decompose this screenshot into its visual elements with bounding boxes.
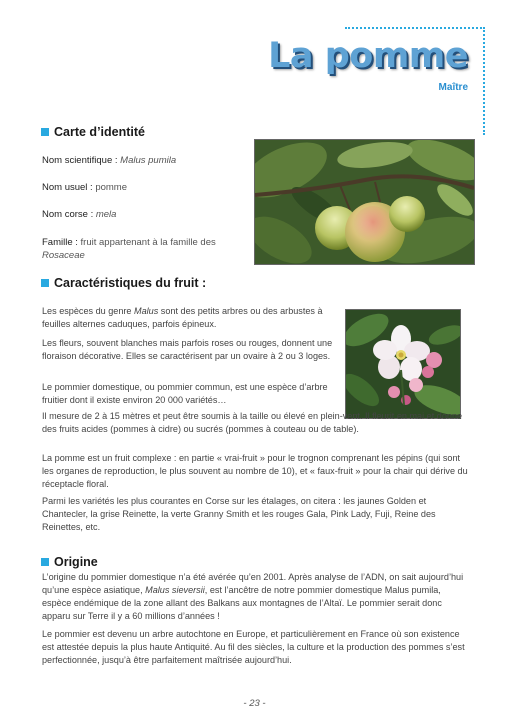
page-number: - 23 -	[243, 698, 266, 709]
scientific-name-value: Malus pumila	[120, 155, 177, 166]
scientific-name-label: Nom scientifique :	[42, 155, 121, 166]
corsican-name-value: mela	[95, 209, 117, 220]
apple-photo	[254, 139, 475, 265]
characteristics-paragraph-6: Parmi les variétés les plus courantes en Corse sur les étalages, on citera : les jaunes Golden et Chantecler, la grise Reinette, la verte Granny Smith et les rouges Gala, Pink Lady, Fuji, Reine des Reinettes, etc.	[42, 496, 436, 532]
bullet-square-icon	[41, 128, 49, 136]
page-title: La pomme	[268, 36, 468, 76]
common-name-field	[42, 181, 127, 194]
characteristics-heading	[41, 276, 206, 290]
common-name-value: pomme	[95, 182, 128, 193]
family-value-latin: Rosaceae	[42, 250, 85, 261]
level-label: Maître	[438, 82, 468, 93]
characteristics-paragraph-2: Les fleurs, souvent blanches mais parfois roses ou rouges, donnent une floraison décorative. Elles se caractérisent par un ovaire à 2 ou 3 loges.	[42, 338, 333, 361]
common-name-label: Nom usuel :	[42, 182, 96, 193]
apple-blossom-photo	[345, 309, 461, 419]
scientific-name-field	[42, 154, 176, 167]
origin-paragraph-1: L’origine du pommier domestique n’a été avérée qu’en 2001. Après analyse de l’ADN, on sait aujourd’hui qu’une espèce asiatique, Malus sieversii, est l’ancêtre de notre pommier domestique Malus pumila, espèce endémique de la zone allant des Balkans aux montagnes de l’Altaï. Le pommier serait donc apparu sur Terre il y a 60 millions d’années !	[42, 572, 464, 621]
characteristics-paragraph-1: Les espèces du genre Malus sont des petits arbres ou des arbustes à feuilles alternes caduques, parfois épineux.	[42, 306, 323, 329]
bullet-square-icon	[41, 279, 49, 287]
identity-heading-text: Carte d’identité	[54, 125, 145, 139]
origin-heading-text: Origine	[54, 555, 98, 569]
frame-border-top	[345, 27, 485, 29]
corsican-name-label: Nom corse :	[42, 209, 96, 220]
family-field	[42, 236, 216, 262]
identity-heading	[41, 125, 145, 139]
characteristics-paragraph-4: Il mesure de 2 à 15 mètres et peut être soumis à la taille ou élevé en plein-vent. Il fleurit en mai et donne des fruits acides (pommes à cidre) ou sucrés (pommes à couteau ou de table).	[42, 411, 463, 434]
origin-heading	[41, 555, 98, 569]
family-value: fruit appartenant à la famille des	[80, 237, 216, 248]
origin-paragraph-2: Le pommier est devenu un arbre autochtone en Europe, et particulièrement en France où son existence est attestée depuis la plus haute Antiquité. Au fil des siècles, la culture et la production des pommes s’est perfectionnée, jusqu’à être parfaitement maîtrisée aujourd’hui.	[42, 629, 465, 665]
frame-border-right	[483, 27, 485, 135]
characteristics-paragraph-3: Le pommier domestique, ou pommier commun, est une espèce d’arbre fruitier dont il existe environ 20 000 variétés…	[42, 382, 328, 405]
bullet-square-icon	[41, 558, 49, 566]
apple-tree-image	[255, 140, 474, 264]
characteristics-paragraph-5: La pomme est un fruit complexe : en partie « vrai-fruit » pour le trognon comprenant les pépins (qui sont les organes de reproduction, le plus souvent au nombre de 10), et « faux-fruit » pour la chair qui dérive du réceptacle floral.	[42, 453, 468, 489]
corsican-name-field	[42, 208, 116, 221]
apple-blossom-image	[346, 310, 460, 418]
family-label: Famille :	[42, 237, 81, 248]
characteristics-heading-text: Caractéristiques du fruit :	[54, 276, 207, 290]
